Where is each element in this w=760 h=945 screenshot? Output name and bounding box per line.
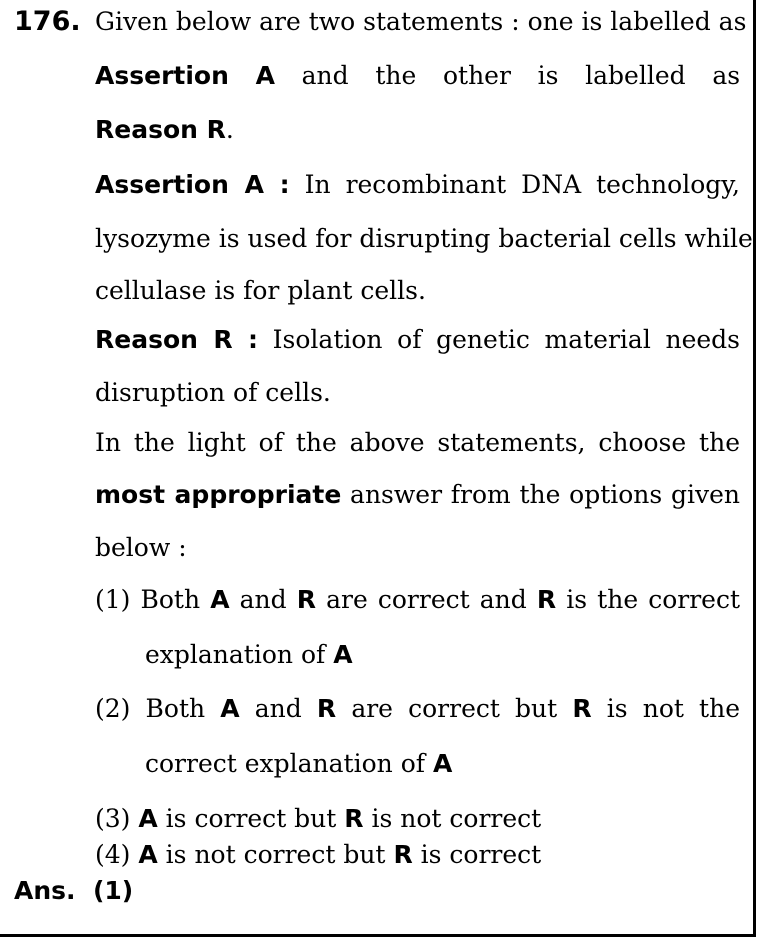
assertion-term: Assertion <box>95 61 229 90</box>
instruction-line-1: In the light of the above statements, choose the <box>95 428 740 457</box>
option-1-line-2[interactable]: explanation of A <box>145 640 353 669</box>
assertion-line-3: cellulase is for plant cells. <box>95 276 426 305</box>
option-1-line-1[interactable]: (1) Both A and R are correct and R is the correct <box>95 585 741 614</box>
intro-line-1: Given below are two statements : one is labelled as <box>95 7 747 36</box>
reason-term: Reason R <box>95 115 226 144</box>
most-appropriate-emphasis: most appropriate <box>95 480 342 509</box>
option-3[interactable]: (3) A is correct but R is not correct <box>95 804 542 833</box>
reason-line-2: disruption of cells. <box>95 378 331 407</box>
reason-label: Reason R : <box>95 325 259 354</box>
intro-line-3: Reason R. <box>95 115 234 144</box>
assertion-letter: A <box>255 61 275 90</box>
instruction-line-2: most appropriate answer from the options given <box>95 480 740 509</box>
option-4[interactable]: (4) A is not correct but R is correct <box>95 840 542 869</box>
intro-line-2: Assertion A and the other is labelled as <box>95 61 741 90</box>
assertion-line-1: Assertion A : In recombinant DNA technology, <box>95 170 741 199</box>
option-2-line-1[interactable]: (2) Both A and R are correct but R is not the <box>95 694 740 723</box>
reason-line-1: Reason R : Isolation of genetic material needs <box>95 325 741 354</box>
assertion-line-2: lysozyme is used for disrupting bacterial cells while <box>95 224 753 253</box>
answer-label: Ans. <box>14 876 76 905</box>
answer-value: (1) <box>92 876 134 905</box>
instruction-line-3: below : <box>95 533 187 562</box>
answer-line <box>14 873 133 909</box>
assertion-label: Assertion A : <box>95 170 290 199</box>
option-2-line-2[interactable]: correct explanation of A <box>145 749 453 778</box>
question-number: 176. <box>14 6 81 37</box>
